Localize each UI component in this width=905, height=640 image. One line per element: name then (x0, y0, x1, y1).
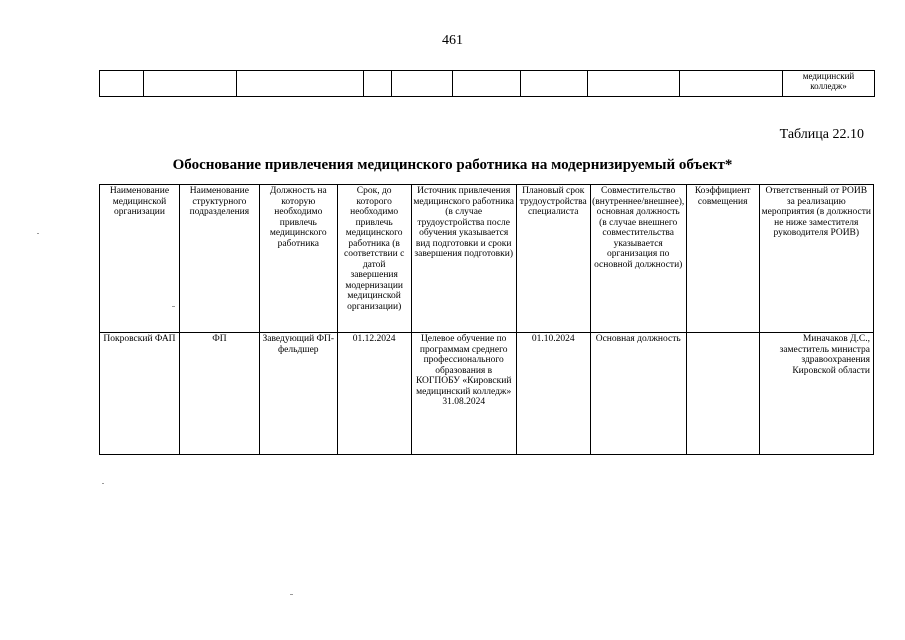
page-number: 461 (442, 33, 463, 48)
scan-speck (290, 594, 293, 595)
planned-date-cell: 01.10.2024 (516, 333, 590, 455)
header-cell: Коэффициент совмещения (686, 185, 759, 333)
scan-speck (102, 483, 104, 484)
table-cell (521, 71, 588, 97)
header-cell: Совместительство (внутреннее/внешнее), основная должность (в случае внешнего совместительства указывается организация по основной должности) (590, 185, 686, 333)
responsible-cell: Миначаков Д.С., заместитель министра здравоохранения Кировской области (759, 333, 873, 455)
combination-cell: Основная должность (590, 333, 686, 455)
table-cell (237, 71, 364, 97)
unit-cell: ФП (179, 333, 259, 455)
position-cell: Заведующий ФП-фельдшер (259, 333, 337, 455)
header-row (100, 185, 874, 333)
scan-speck (172, 306, 175, 307)
table-cell (364, 71, 392, 97)
source-cell: Целевое обучение по программам среднего профессионального образования в КОГПОБУ «Кировский медицинский колледж» 31.08.2024 (411, 333, 516, 455)
table-cell (144, 71, 237, 97)
scan-speck (37, 233, 39, 234)
justification-table (99, 184, 874, 455)
continued-table (99, 70, 875, 97)
continued-table-row (100, 71, 875, 97)
header-cell: Ответственный от РОИВ за реализацию мероприятия (в должности не ниже заместителя руководителя РОИВ) (759, 185, 873, 333)
header-cell: Наименование структурного подразделения (179, 185, 259, 333)
table-cell (588, 71, 680, 97)
header-cell: Наименование медицинской организации (100, 185, 180, 333)
header-cell: Срок, до которого необходимо привлечь медицинского работника (в соответствии с датой завершения модернизации медицинской организации) (337, 185, 411, 333)
header-cell: Источник привлечения медицинского работника (в случае трудоустройства после обучения указывается вид подготовки и сроки завершения подготовки) (411, 185, 516, 333)
header-cell: Плановый срок трудоустройства специалиста (516, 185, 590, 333)
table-cell (680, 71, 783, 97)
table-cell (392, 71, 453, 97)
table-row (100, 333, 874, 455)
table-cell: медицинский колледж» (783, 71, 875, 97)
coefficient-cell (686, 333, 759, 455)
table-caption: Таблица 22.10 (779, 127, 864, 142)
table-cell (100, 71, 144, 97)
table-title: Обоснование привлечения медицинского работника на модернизируемый объект* (172, 157, 733, 173)
header-cell: Должность на которую необходимо привлечь медицинского работника (259, 185, 337, 333)
deadline-cell: 01.12.2024 (337, 333, 411, 455)
table-cell (453, 71, 521, 97)
org-cell: Покровский ФАП (100, 333, 180, 455)
